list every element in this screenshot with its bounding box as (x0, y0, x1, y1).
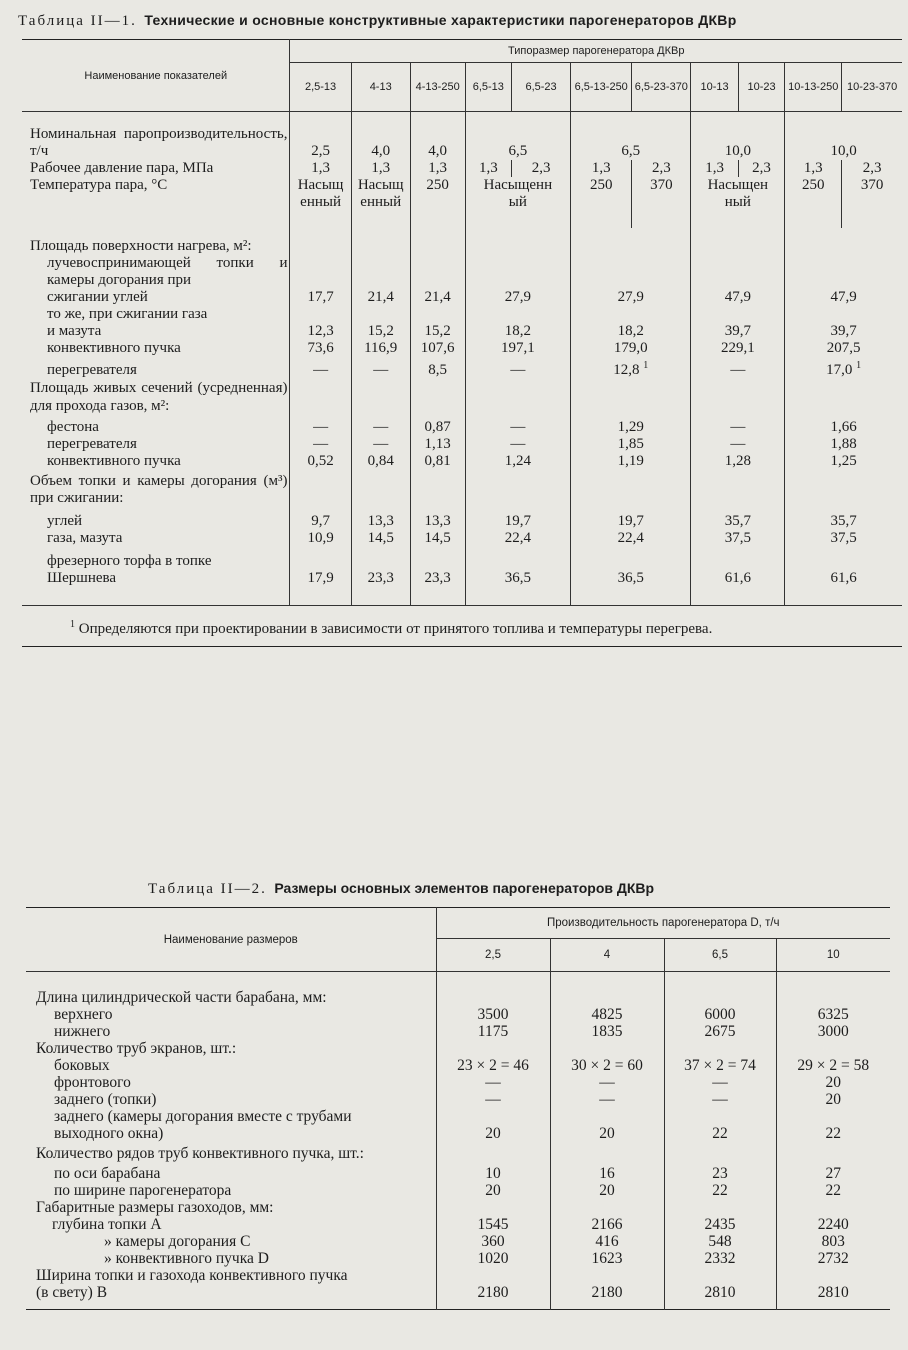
cell: 2,3 (842, 160, 902, 177)
table1-row (22, 570, 902, 587)
cell: 3500 (436, 1006, 550, 1023)
cell: 1,88 (785, 436, 902, 453)
cell: 14,5 (351, 530, 410, 547)
table1-model-header: 4-13-250 (410, 63, 465, 112)
table2-header-group: Производительность парогенератора D, т/ч (436, 908, 890, 939)
cell: 27,9 (571, 289, 691, 306)
table1-caption (18, 12, 908, 30)
table1-row (22, 357, 902, 379)
cell: 2,3 (738, 160, 784, 177)
row-label: лучевоспринимающей топки и камеры догорания при (47, 255, 288, 288)
cell: 39,7 (785, 323, 902, 340)
cell: 2732 (776, 1250, 890, 1267)
table2-row (26, 1250, 890, 1267)
row-label: заднего (камеры догорания вместе с трубами (54, 1108, 352, 1125)
cell: 13,3 (410, 507, 465, 530)
cell: 1,25 (785, 453, 902, 470)
cell: 73,6 (290, 340, 351, 357)
cell: 19,7 (571, 507, 691, 530)
cell: 22 (776, 1125, 890, 1142)
cell: 61,6 (691, 570, 785, 587)
cell: 2810 (664, 1284, 776, 1301)
cell: 19,7 (465, 507, 571, 530)
cell: 47,9 (785, 289, 902, 306)
table1-row (22, 255, 902, 289)
row-label: перегревателя (47, 362, 137, 378)
table2-row (26, 1074, 890, 1091)
row-label: » конвективного пучка D (104, 1250, 269, 1267)
cell: 35,7 (691, 507, 785, 530)
cell: 37,5 (691, 530, 785, 547)
table1-row (22, 530, 902, 547)
row-label: Объем топки и камеры догорания (м³) при сжигании: (30, 473, 288, 506)
cell: 61,6 (785, 570, 902, 587)
cell: 22 (664, 1125, 776, 1142)
cell: 179,0 (571, 340, 691, 357)
table2 (26, 907, 890, 1310)
cell: 18,2 (571, 323, 691, 340)
cell: 12,3 (290, 323, 351, 340)
row-label: » камеры догорания C (104, 1233, 251, 1250)
cell-value: 17,0 (826, 362, 853, 378)
cell: 2240 (776, 1216, 890, 1233)
footnote-mark: 1 (856, 360, 862, 371)
cell: — (290, 436, 351, 453)
cell: 22,4 (465, 530, 571, 547)
cell: Насыщенный (290, 177, 351, 228)
cell: 0,81 (410, 453, 465, 470)
cell: 1,3 (351, 160, 410, 177)
cell: 21,4 (351, 289, 410, 306)
table2-caption (148, 880, 654, 898)
table1-row (22, 415, 902, 436)
row-label: и мазута (47, 323, 102, 339)
cell: 15,2 (351, 323, 410, 340)
table2-row (26, 1182, 890, 1199)
cell: 9,7 (290, 507, 351, 530)
table2-col-header: 10 (776, 939, 890, 972)
cell: 197,1 (465, 340, 571, 357)
cell: Насыщенный (691, 177, 785, 228)
cell: 30 × 2 = 60 (550, 1057, 664, 1074)
table2-row (26, 1108, 890, 1125)
cell: 548 (664, 1233, 776, 1250)
table2-caption-label: Таблица II—2. (148, 881, 267, 897)
cell: 8,5 (410, 357, 465, 379)
cell (571, 357, 691, 379)
cell: 2,3 (512, 160, 571, 177)
cell: 250 (571, 177, 632, 228)
cell: 1,24 (465, 453, 571, 470)
cell: 13,3 (351, 507, 410, 530)
row-label: фрезерного торфа в топке (47, 553, 212, 569)
cell: 1623 (550, 1250, 664, 1267)
row-label: заднего (топки) (54, 1091, 157, 1108)
row-label: (в свету) B (36, 1284, 108, 1301)
cell: 20 (436, 1182, 550, 1199)
cell: 20 (550, 1182, 664, 1199)
table1-row (22, 160, 902, 177)
cell: — (351, 415, 410, 436)
row-label: по ширине парогенератора (54, 1182, 232, 1199)
cell: 0,84 (351, 453, 410, 470)
cell: 116,9 (351, 340, 410, 357)
table1 (22, 39, 902, 647)
row-label: Ширина топки и газохода конвективного пучка (36, 1267, 348, 1284)
row-label: сжигании углей (47, 289, 148, 305)
cell: 37,5 (785, 530, 902, 547)
table1-header-name: Наименование показателей (22, 40, 290, 112)
row-label: Количество труб экранов, шт.: (36, 1040, 237, 1057)
cell: 2180 (550, 1284, 664, 1301)
cell: 2,5 (290, 126, 351, 160)
table2-caption-title: Размеры основных элементов парогенераторов ДКВр (274, 880, 655, 896)
cell: 16 (550, 1162, 664, 1182)
cell: 39,7 (691, 323, 785, 340)
table1-footnote (22, 606, 902, 647)
table2-row (26, 1162, 890, 1182)
cell: 36,5 (465, 570, 571, 587)
row-label: газа, мазута (47, 530, 123, 546)
cell: — (436, 1074, 550, 1091)
table1-model-header: 10-23 (738, 63, 784, 112)
table1-row (22, 340, 902, 357)
cell: 23 × 2 = 46 (436, 1057, 550, 1074)
row-label: Длина цилиндрической части барабана, мм: (36, 989, 327, 1006)
cell: — (351, 357, 410, 379)
cell: 0,52 (290, 453, 351, 470)
cell: 4825 (550, 1006, 664, 1023)
cell: 6,5 (465, 126, 571, 160)
row-label: перегревателя (47, 436, 137, 452)
row-label: нижнего (54, 1023, 111, 1040)
cell: 2435 (664, 1216, 776, 1233)
table1-model-header: 10-13 (691, 63, 738, 112)
table1-row (22, 379, 902, 415)
cell: — (290, 357, 351, 379)
table1-caption-title: Технические и основные конструктивные характеристики парогенераторов ДКВр (144, 12, 737, 28)
cell: 416 (550, 1233, 664, 1250)
cell: 1545 (436, 1216, 550, 1233)
cell: 37 × 2 = 74 (664, 1057, 776, 1074)
row-label: конвективного пучка (47, 340, 181, 356)
cell-value: 12,8 (613, 362, 640, 378)
cell: 23,3 (410, 570, 465, 587)
cell: — (691, 357, 785, 379)
cell: 2332 (664, 1250, 776, 1267)
table2-row (26, 1216, 890, 1233)
table2-col-header: 6,5 (664, 939, 776, 972)
cell: — (664, 1074, 776, 1091)
cell: Насыщенный (351, 177, 410, 228)
cell: 4,0 (410, 126, 465, 160)
cell: 1,28 (691, 453, 785, 470)
cell: 1,3 (571, 160, 632, 177)
cell: 3000 (776, 1023, 890, 1040)
row-label: выходного окна) (54, 1125, 164, 1142)
cell: 23 (664, 1162, 776, 1182)
cell: 47,9 (691, 289, 785, 306)
cell: 803 (776, 1233, 890, 1250)
table1-row (22, 177, 902, 228)
cell: 1,3 (465, 160, 511, 177)
cell: 6000 (664, 1006, 776, 1023)
cell (785, 357, 902, 379)
table2-row (26, 1284, 890, 1301)
table1-row (22, 453, 902, 470)
cell: 10,9 (290, 530, 351, 547)
cell: — (290, 415, 351, 436)
cell: 22,4 (571, 530, 691, 547)
cell: 0,87 (410, 415, 465, 436)
table1-row (22, 289, 902, 306)
table2-row (26, 1006, 890, 1023)
table1-model-header: 4-13 (351, 63, 410, 112)
row-label: то же, при сжигании газа (47, 306, 208, 322)
cell: 1,3 (410, 160, 465, 177)
table2-row (26, 1142, 890, 1162)
table2-row (26, 984, 890, 1006)
cell: 1835 (550, 1023, 664, 1040)
table1-header-group: Типоразмер парогенератора ДКВр (290, 40, 902, 63)
cell: — (465, 436, 571, 453)
cell: 35,7 (785, 507, 902, 530)
table1-model-header: 6,5-23 (512, 63, 571, 112)
cell: 20 (550, 1125, 664, 1142)
cell: 4,0 (351, 126, 410, 160)
row-label: Шершнева (47, 570, 117, 586)
cell: — (351, 436, 410, 453)
table2-row (26, 1267, 890, 1284)
row-label: Площадь поверхности нагрева, м²: (30, 238, 252, 254)
cell: — (664, 1091, 776, 1108)
row-label: фронтового (54, 1074, 131, 1091)
row-label: углей (47, 513, 83, 529)
cell: 1,66 (785, 415, 902, 436)
cell: 20 (436, 1125, 550, 1142)
table1-row (22, 507, 902, 530)
footnote-mark: 1 (70, 619, 75, 630)
table1-row (22, 547, 902, 570)
cell: 6325 (776, 1006, 890, 1023)
table1-caption-label: Таблица II—1. (18, 13, 137, 29)
table2-row (26, 1199, 890, 1216)
table2-row (26, 1091, 890, 1108)
row-label: Температура пара, °С (30, 177, 168, 193)
cell: 2,3 (632, 160, 691, 177)
cell: — (465, 415, 571, 436)
table2-row (26, 1125, 890, 1142)
cell: 20 (776, 1074, 890, 1091)
cell: 207,5 (785, 340, 902, 357)
cell: 29 × 2 = 58 (776, 1057, 890, 1074)
cell: 360 (436, 1233, 550, 1250)
table1-row (22, 306, 902, 323)
cell: 250 (785, 177, 842, 228)
table1-model-header: 10-23-370 (842, 63, 902, 112)
row-label: Габаритные размеры газоходов, мм: (36, 1199, 274, 1216)
row-label: конвективного пучка (47, 453, 181, 469)
table1-row (22, 323, 902, 340)
table1-model-header: 2,5-13 (290, 63, 351, 112)
table1-model-header: 6,5-23-370 (632, 63, 691, 112)
cell: 1,3 (691, 160, 738, 177)
cell: 250 (410, 177, 465, 228)
row-label: по оси барабана (54, 1165, 161, 1182)
cell: 370 (842, 177, 902, 228)
cell: Насыщенный (465, 177, 571, 228)
cell: 6,5 (571, 126, 691, 160)
cell: 21,4 (410, 289, 465, 306)
cell: 17,9 (290, 570, 351, 587)
row-label: Количество рядов труб конвективного пучка, шт.: (36, 1145, 364, 1162)
cell: 1,29 (571, 415, 691, 436)
cell: 23,3 (351, 570, 410, 587)
cell: 10,0 (785, 126, 902, 160)
cell: 229,1 (691, 340, 785, 357)
cell: 10,0 (691, 126, 785, 160)
table2-row (26, 1040, 890, 1057)
cell: — (436, 1091, 550, 1108)
cell: 15,2 (410, 323, 465, 340)
cell: 22 (664, 1182, 776, 1199)
cell: 20 (776, 1091, 890, 1108)
cell: — (550, 1091, 664, 1108)
table2-row (26, 1057, 890, 1074)
table2-col-header: 4 (550, 939, 664, 972)
table1-row (22, 228, 902, 255)
cell: 107,6 (410, 340, 465, 357)
row-label: Рабочее давление пара, МПа (30, 160, 214, 176)
cell: 2166 (550, 1216, 664, 1233)
cell: 14,5 (410, 530, 465, 547)
cell: 22 (776, 1182, 890, 1199)
table1-row (22, 436, 902, 453)
cell: 2675 (664, 1023, 776, 1040)
cell: 2180 (436, 1284, 550, 1301)
table1-row (22, 470, 902, 507)
cell: 18,2 (465, 323, 571, 340)
cell: 1020 (436, 1250, 550, 1267)
cell: — (550, 1074, 664, 1091)
cell: 17,7 (290, 289, 351, 306)
table1-model-header: 10-13-250 (785, 63, 842, 112)
cell: 370 (632, 177, 691, 228)
row-label: верхнего (54, 1006, 113, 1023)
row-label: Номинальная паропроизводительность, т/ч (30, 126, 288, 159)
table2-header-name: Наименование размеров (26, 908, 436, 972)
cell: 2810 (776, 1284, 890, 1301)
cell: 1,3 (785, 160, 842, 177)
table2-row (26, 1233, 890, 1250)
cell: 1,3 (290, 160, 351, 177)
footnote-mark: 1 (643, 360, 649, 371)
cell: — (465, 357, 571, 379)
table1-model-header: 6,5-13-250 (571, 63, 632, 112)
cell: 1175 (436, 1023, 550, 1040)
cell: 27,9 (465, 289, 571, 306)
footnote-text: Определяются при проектировании в зависимости от принятого топлива и температуры перегрева. (78, 621, 713, 637)
row-label: глубина топки A (52, 1216, 162, 1233)
cell: 1,13 (410, 436, 465, 453)
table1-row (22, 126, 902, 160)
row-label: Площадь живых сечений (усредненная) для прохода газов, м²: (30, 380, 288, 414)
row-label: боковых (54, 1057, 110, 1074)
row-label: фестона (47, 419, 99, 435)
table1-model-header: 6,5-13 (465, 63, 511, 112)
cell: 27 (776, 1162, 890, 1182)
table2-col-header: 2,5 (436, 939, 550, 972)
cell: — (691, 415, 785, 436)
cell: 36,5 (571, 570, 691, 587)
cell: 1,85 (571, 436, 691, 453)
cell: 10 (436, 1162, 550, 1182)
cell: — (691, 436, 785, 453)
table2-row (26, 1023, 890, 1040)
cell: 1,19 (571, 453, 691, 470)
